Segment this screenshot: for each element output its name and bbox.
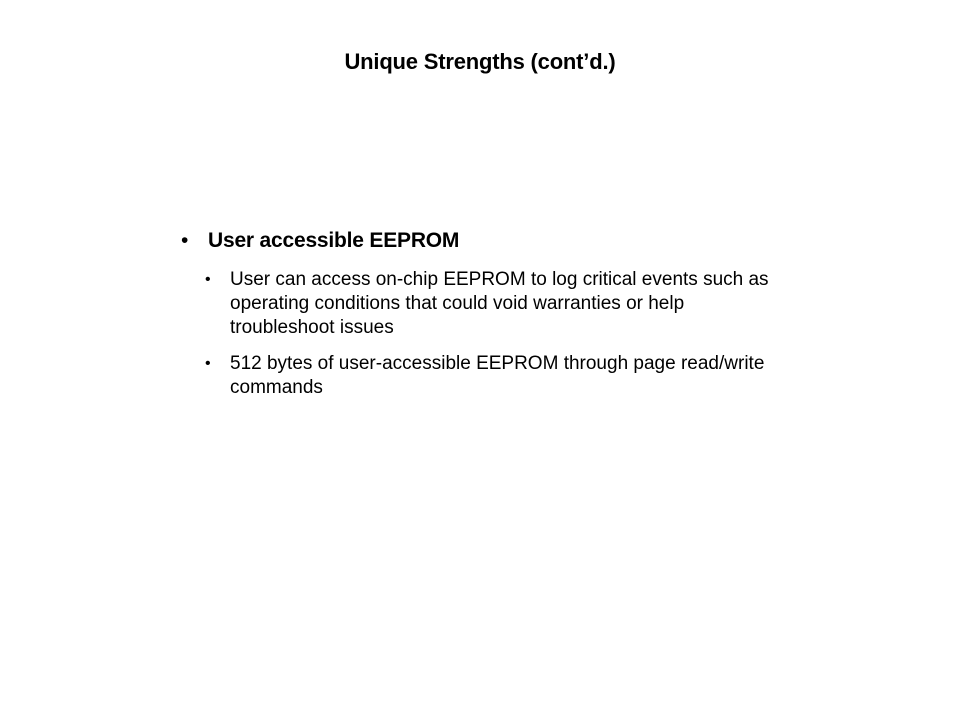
slide-content <box>181 226 801 412</box>
bullet-text: User accessible EEPROM <box>208 229 460 252</box>
sub-bullet-log-critical-events <box>205 268 790 340</box>
sub-bullet-512-bytes <box>205 352 790 400</box>
sub-bullet-text: 512 bytes of user-accessible EEPROM through page read/write commands <box>230 353 765 398</box>
slide-title: Unique Strengths (cont’d.) <box>344 49 616 74</box>
sub-bullet-marker: • <box>205 271 211 288</box>
sub-bullet-list <box>205 268 801 400</box>
sub-bullet-text: User can access on-chip EEPROM to log critical events such as operating conditions that could void warranties or help troubleshoot issues <box>230 269 769 338</box>
bullet-user-accessible-eeprom <box>181 226 801 256</box>
sub-bullet-marker: • <box>205 355 211 372</box>
bullet-marker: • <box>181 229 189 252</box>
